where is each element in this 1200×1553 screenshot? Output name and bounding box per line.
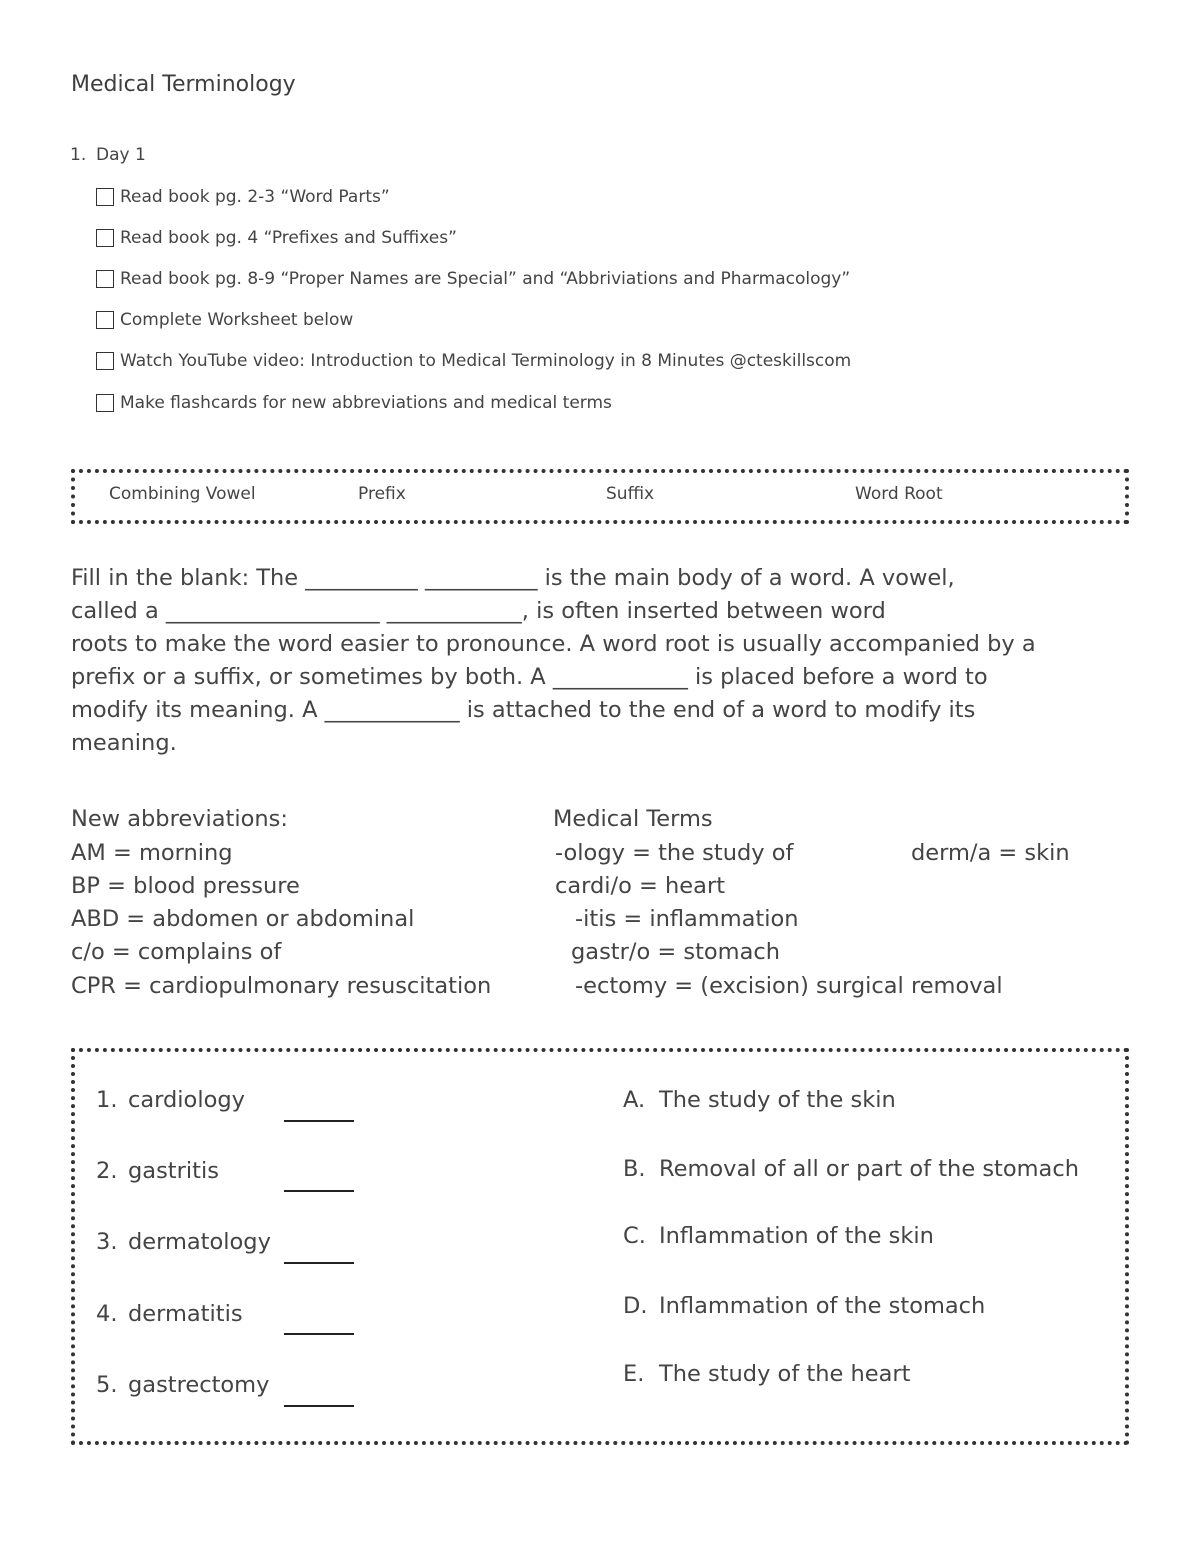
day-number: 1.	[70, 145, 87, 165]
task-label: Read book pg. 8-9 “Proper Names are Special” and “Abbriviations and Pharmacology”	[120, 269, 851, 289]
task-label: Complete Worksheet below	[120, 310, 354, 330]
answer-letter: D.	[623, 1293, 648, 1319]
abbreviation-item: BP = blood pressure	[71, 873, 300, 899]
abbreviations-heading: New abbreviations:	[71, 806, 288, 832]
task-label: Read book pg. 2-3 “Word Parts”	[120, 187, 390, 207]
answer-blank[interactable]	[284, 1120, 354, 1122]
answer-text: Removal of all or part of the stomach	[659, 1156, 1079, 1182]
matching-term	[96, 1301, 243, 1327]
answer-text: Inflammation of the skin	[659, 1223, 934, 1249]
paragraph-line: prefix or a suffix, or sometimes by both. A ____________ is placed before a word to	[71, 664, 988, 690]
task-item[interactable]	[96, 187, 390, 207]
matching-term	[96, 1087, 245, 1113]
paragraph-line: modify its meaning. A ____________ is attached to the end of a word to modify its	[71, 697, 976, 723]
medical-term-item: cardi/o = heart	[555, 873, 726, 899]
answer-text: Inflammation of the stomach	[659, 1293, 986, 1319]
term-word: gastritis	[128, 1158, 219, 1184]
answer-text: The study of the skin	[659, 1087, 896, 1113]
answer-blank[interactable]	[284, 1405, 354, 1407]
task-label: Make flashcards for new abbreviations and medical terms	[120, 393, 612, 413]
term-number: 1.	[96, 1087, 118, 1113]
day-label: Day 1	[96, 145, 146, 165]
matching-answer	[623, 1087, 896, 1113]
answer-blank[interactable]	[284, 1262, 354, 1264]
paragraph-line: Fill in the blank: The __________ __________ is the main body of a word. A vowel,	[71, 565, 955, 591]
task-label: Read book pg. 4 “Prefixes and Suffixes”	[120, 228, 457, 248]
matching-term	[96, 1372, 269, 1398]
matching-term	[96, 1158, 219, 1184]
checkbox[interactable]	[96, 394, 114, 412]
page-title: Medical Terminology	[71, 72, 296, 97]
checkbox[interactable]	[96, 270, 114, 288]
fill-in-paragraph	[71, 562, 1131, 760]
checkbox[interactable]	[96, 229, 114, 247]
medical-terms-heading: Medical Terms	[553, 806, 713, 832]
checkbox[interactable]	[96, 352, 114, 370]
task-label: Watch YouTube video: Introduction to Medical Terminology in 8 Minutes @cteskillscom	[120, 351, 852, 371]
medical-term-item: -ectomy = (excision) surgical removal	[575, 973, 1003, 999]
paragraph-line: meaning.	[71, 730, 177, 756]
matching-answer	[623, 1293, 985, 1319]
answer-letter: B.	[623, 1156, 646, 1182]
word-bank-item: Word Root	[855, 484, 943, 504]
term-word: dermatology	[128, 1229, 271, 1255]
medical-term-item: derm/a = skin	[911, 840, 1070, 866]
task-item[interactable]	[96, 351, 851, 371]
answer-letter: E.	[623, 1361, 645, 1387]
term-number: 4.	[96, 1301, 118, 1327]
task-item[interactable]	[96, 310, 353, 330]
abbreviation-item: CPR = cardiopulmonary resuscitation	[71, 973, 492, 999]
answer-letter: A.	[623, 1087, 646, 1113]
term-number: 5.	[96, 1372, 118, 1398]
term-number: 3.	[96, 1229, 118, 1255]
medical-term-item: -itis = inflammation	[575, 906, 799, 932]
medical-term-item: gastr/o = stomach	[571, 939, 781, 965]
term-word: cardiology	[128, 1087, 245, 1113]
checkbox[interactable]	[96, 188, 114, 206]
word-bank-item: Prefix	[358, 484, 406, 504]
answer-letter: C.	[623, 1223, 646, 1249]
term-word: dermatitis	[128, 1301, 243, 1327]
answer-text: The study of the heart	[659, 1361, 911, 1387]
matching-answer	[623, 1156, 1079, 1182]
task-item[interactable]	[96, 269, 850, 289]
word-bank-item: Combining Vowel	[109, 484, 256, 504]
task-item[interactable]	[96, 228, 457, 248]
abbreviation-item: c/o = complains of	[71, 939, 282, 965]
word-bank-item: Suffix	[606, 484, 655, 504]
task-item[interactable]	[96, 393, 612, 413]
answer-blank[interactable]	[284, 1333, 354, 1335]
matching-answer	[623, 1223, 934, 1249]
abbreviation-item: ABD = abdomen or abdominal	[71, 906, 415, 932]
medical-term-item: -ology = the study of	[555, 840, 794, 866]
abbreviation-item: AM = morning	[71, 840, 233, 866]
paragraph-line: called a ___________________ ____________, is often inserted between word	[71, 598, 886, 624]
answer-blank[interactable]	[284, 1190, 354, 1192]
matching-answer	[623, 1361, 910, 1387]
term-word: gastrectomy	[128, 1372, 270, 1398]
term-number: 2.	[96, 1158, 118, 1184]
day-heading	[70, 145, 146, 165]
checkbox[interactable]	[96, 311, 114, 329]
matching-term	[96, 1229, 271, 1255]
paragraph-line: roots to make the word easier to pronounce. A word root is usually accompanied by a	[71, 631, 1036, 657]
